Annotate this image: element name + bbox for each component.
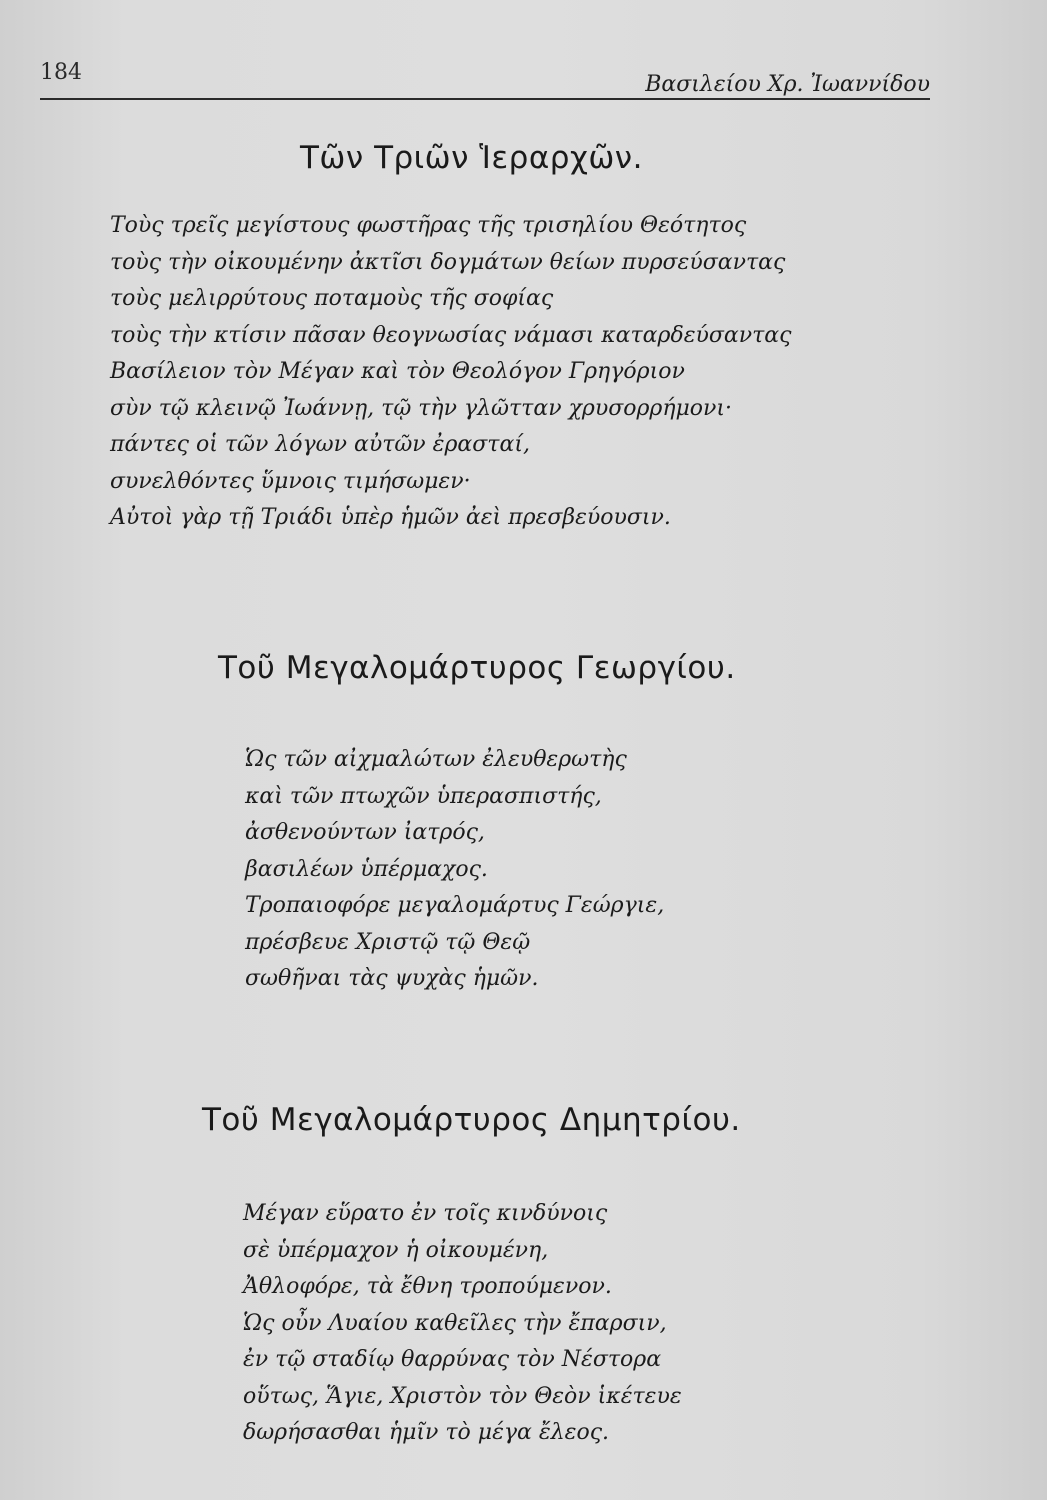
section-title-george: Τοῦ Μεγαλομάρτυρος Γεωργίου. xyxy=(218,650,736,686)
verse-line: Ἀθλοφόρε, τὰ ἔθνη τροπούμενον. xyxy=(243,1274,612,1299)
verse-line: τοὺς τὴν οἰκουμένην ἀκτῖσι δογμάτων θείων πυρσεύσαντας xyxy=(110,249,786,275)
section-title-three-hierarchs: Τῶν Τριῶν Ἱεραρχῶν. xyxy=(300,140,643,176)
verse-line: τοὺς μελιρρύτους ποταμοὺς τῆς σοφίας xyxy=(110,286,554,311)
verse-line: βασιλέων ὑπέρμαχος. xyxy=(245,856,488,882)
verse-line: σωθῆναι τὰς ψυχὰς ἡμῶν. xyxy=(245,966,539,991)
verse-line: τοὺς τὴν κτίσιν πᾶσαν θεογνωσίας νάμασι καταρδεύσαντας xyxy=(110,322,792,348)
verse-line: πάντες οἱ τῶν λόγων αὐτῶν ἐρασταί, xyxy=(110,432,530,457)
verse-line: οὕτως, Ἅγιε, Χριστὸν τὸν Θεὸν ἱκέτευε xyxy=(243,1383,682,1409)
verse-line: Μέγαν εὕρατο ἐν τοῖς κινδύνοις xyxy=(243,1201,608,1226)
verse-line: καὶ τῶν πτωχῶν ὑπερασπιστής, xyxy=(245,783,602,809)
verse-line: Ὡς οὖν Λυαίου καθεῖλες τὴν ἔπαρσιν, xyxy=(243,1310,667,1336)
hymn-george xyxy=(245,742,664,998)
verse-line: δωρήσασθαι ἡμῖν τὸ μέγα ἔλεος. xyxy=(243,1420,610,1445)
page-header xyxy=(40,58,930,100)
verse-line: πρέσβευε Χριστῷ τῷ Θεῷ xyxy=(245,929,531,955)
section-title-demetrius: Τοῦ Μεγαλομάρτυρος Δημητρίου. xyxy=(202,1102,741,1138)
verse-line: σὲ ὑπέρμαχον ἡ οἰκουμένη, xyxy=(243,1237,549,1263)
page-number: 184 xyxy=(40,60,82,85)
verse-line: ἐν τῷ σταδίῳ θαρρύνας τὸν Νέστορα xyxy=(243,1347,662,1372)
hymn-three-hierarchs xyxy=(110,208,791,537)
verse-line: συνελθόντες ὕμνοις τιμήσωμεν· xyxy=(110,468,471,494)
verse-line: Ὡς τῶν αἰχμαλώτων ἐλευθερωτὴς xyxy=(245,747,627,772)
verse-line: Τοὺς τρεῖς μεγίστους φωστῆρας τῆς τρισηλίου Θεότητος xyxy=(110,213,747,238)
verse-line: ἀσθενούντων ἰατρός, xyxy=(245,820,485,845)
verse-line: Αὐτοὶ γὰρ τῇ Τριάδι ὑπὲρ ἡμῶν ἀεὶ πρεσβεύουσιν. xyxy=(110,505,671,530)
running-title: Βασιλείου Χρ. Ἰωαννίδου xyxy=(645,72,930,97)
hymn-demetrius xyxy=(243,1196,682,1452)
verse-line: Βασίλειον τὸν Μέγαν καὶ τὸν Θεολόγον Γρηγόριον xyxy=(110,359,685,384)
verse-line: σὺν τῷ κλεινῷ Ἰωάννῃ, τῷ τὴν γλῶτταν χρυσορρήμονι· xyxy=(110,395,733,421)
verse-line: Τροπαιοφόρε μεγαλομάρτυς Γεώργιε, xyxy=(245,893,665,918)
